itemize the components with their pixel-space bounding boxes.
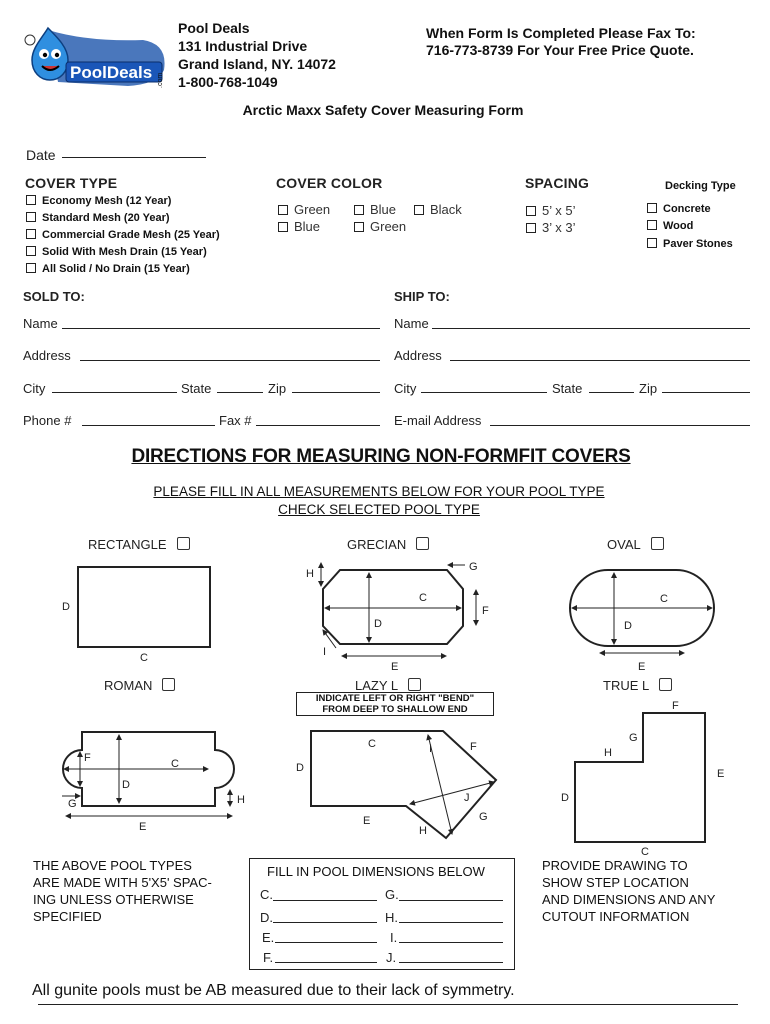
ship-email-label: E-mail Address [394,413,482,428]
dim-label-c: C [641,846,649,858]
ship-zip-label: Zip [639,381,658,396]
cover-type-option[interactable]: Economy Mesh (12 Year) [26,195,171,207]
dim-field-d-line[interactable] [273,922,377,923]
dim-label-f: F [84,752,91,764]
ship-name-label: Name [394,316,429,331]
cover-color-option[interactable]: Blue [354,202,396,217]
dim-label-g: G [479,811,488,823]
dim-label-c: C [140,652,148,664]
dim-label-g: G [469,561,478,573]
directions-title: DIRECTIONS FOR MEASURING NON-FORMFIT COVERS [131,446,631,467]
pool-type-oval[interactable]: OVAL [607,537,664,552]
dim-label-d: D [561,792,569,804]
cover-type-option[interactable]: Commercial Grade Mesh (25 Year) [26,229,220,241]
cover-type-option[interactable]: Solid With Mesh Drain (15 Year) [26,246,207,258]
company-city: Grand Island, NY. 14072 [178,56,336,72]
dim-label-i: I [429,743,433,755]
dim-label-f: F [482,605,489,617]
dim-label-d: D [624,620,632,632]
company-street: 131 Industrial Drive [178,38,308,54]
dim-label-c: C [660,593,668,605]
cover-color-option[interactable]: Blue [278,219,320,234]
dim-label-e: E [717,768,725,780]
cover-color-option[interactable]: Green [354,219,406,234]
dim-label-e: E [363,815,371,827]
cover-type-heading: COVER TYPE [25,175,118,191]
decking-option[interactable]: Concrete [647,203,711,215]
dimensions-box-title: FILL IN POOL DIMENSIONS BELOW [267,864,485,879]
form-title: Arctic Maxx Safety Cover Measuring Form [242,102,524,118]
dim-label-d: D [374,618,382,630]
dim-field-c-line[interactable] [273,900,377,901]
sold-fax-label: Fax # [219,413,252,428]
decking-option[interactable]: Wood [647,220,693,232]
dim-label-j: J [464,792,470,804]
pool-type-true-l[interactable]: TRUE L [603,678,672,693]
sold-name-label: Name [23,316,58,331]
dim-label-d: D [122,779,130,791]
pool-type-grecian[interactable]: GRECIAN [347,537,429,552]
dimensions-box [249,858,515,970]
dim-label-h: H [306,568,314,580]
company-name: Pool Deals [178,20,250,36]
date-label: Date [26,147,56,163]
dim-label-d: D [296,762,304,774]
fax-instructions-line2: 716-773-8739 For Your Free Price Quote. [426,42,694,58]
dim-label-e: E [139,821,147,833]
dim-field-j-line[interactable] [399,962,503,963]
dim-label-e: E [391,661,399,673]
sold-zip-label: Zip [268,381,287,396]
dimension-arrow [410,782,494,804]
dim-field-j[interactable]: J. [386,950,397,965]
spacing-heading: SPACING [525,175,590,191]
cover-type-option[interactable]: Standard Mesh (20 Year) [26,212,170,224]
company-phone: 1-800-768-1049 [178,74,278,90]
dim-label-f: F [672,700,679,712]
logo-text: PoolDeals [70,63,153,82]
dim-label-g: G [68,798,77,810]
dim-field-i[interactable]: I. [390,930,398,945]
ship-city-label: City [394,381,417,396]
dim-field-g-line[interactable] [399,900,503,901]
true-l-pool-shape [575,713,705,842]
grecian-pool-shape [323,570,463,644]
logo-suffix: .com [157,72,164,88]
sold-city-label: City [23,381,46,396]
dim-field-g[interactable]: G. [385,887,399,902]
cover-color-option[interactable]: Green [278,202,330,217]
lazy-l-note: INDICATE LEFT OR RIGHT "BEND" FROM DEEP TO SHALLOW END [296,692,494,716]
dim-label-d: D [62,601,70,613]
dim-field-h[interactable]: H. [385,910,398,925]
footer-line [38,1004,738,1005]
sold-to-heading: SOLD TO: [23,289,85,304]
dim-label-c: C [419,592,427,604]
dim-field-e[interactable]: E. [262,930,275,945]
cover-color-option[interactable]: Black [414,202,462,217]
spacing-option[interactable]: 5’ x 5’ [526,203,575,218]
spacing-note: THE ABOVE POOL TYPES ARE MADE WITH 5'X5' SPAC- ING UNLESS OTHERWISE SPECIFIED [33,858,212,924]
ship-address-label: Address [394,348,442,363]
dim-label-c: C [368,738,376,750]
dim-field-e-line[interactable] [275,942,377,943]
dim-field-f-line[interactable] [275,962,377,963]
rectangle-pool-shape [78,567,210,647]
lazy-l-pool-shape [311,731,496,838]
dim-label-h: H [419,825,427,837]
ship-state-label: State [552,381,583,396]
footer-note: All gunite pools must be AB measured due to their lack of symmetry. [32,982,515,999]
decking-heading: Decking Type [665,180,736,192]
dim-label-g: G [629,732,638,744]
pool-type-rectangle[interactable]: RECTANGLE [88,537,190,552]
ship-to-heading: SHIP TO: [394,289,450,304]
dim-label-i: I [323,646,327,658]
directions-check-note: CHECK SELECTED POOL TYPE [278,502,480,517]
dim-label-h: H [237,794,245,806]
cover-color-heading: COVER COLOR [276,175,383,191]
dim-field-f[interactable]: F. [263,950,274,965]
decking-option[interactable]: Paver Stones [647,238,733,250]
fax-instructions-line1: When Form Is Completed Please Fax To: [426,25,696,41]
dim-field-i-line[interactable] [399,942,503,943]
dim-label-f: F [470,741,477,753]
dim-field-c[interactable]: C. [260,887,273,902]
dim-label-h: H [604,747,612,759]
directions-subtitle: PLEASE FILL IN ALL MEASUREMENTS BELOW FOR YOUR POOL TYPE [153,484,605,499]
drawing-note: PROVIDE DRAWING TO SHOW STEP LOCATION AND DIMENSIONS AND ANY CUTOUT INFORMATION [542,858,716,924]
dim-field-h-line[interactable] [399,922,503,923]
dim-field-d[interactable]: D. [260,910,273,925]
sold-address-label: Address [23,348,71,363]
pool-type-roman[interactable]: ROMAN [104,678,175,693]
cover-type-option[interactable]: All Solid / No Drain (15 Year) [26,263,190,275]
sold-phone-label: Phone # [23,413,72,428]
sold-state-label: State [181,381,212,396]
pool-type-lazy-l[interactable]: LAZY L [355,678,421,693]
spacing-option[interactable]: 3’ x 3’ [526,220,575,235]
dim-label-c: C [171,758,179,770]
dim-label-e: E [638,661,646,673]
